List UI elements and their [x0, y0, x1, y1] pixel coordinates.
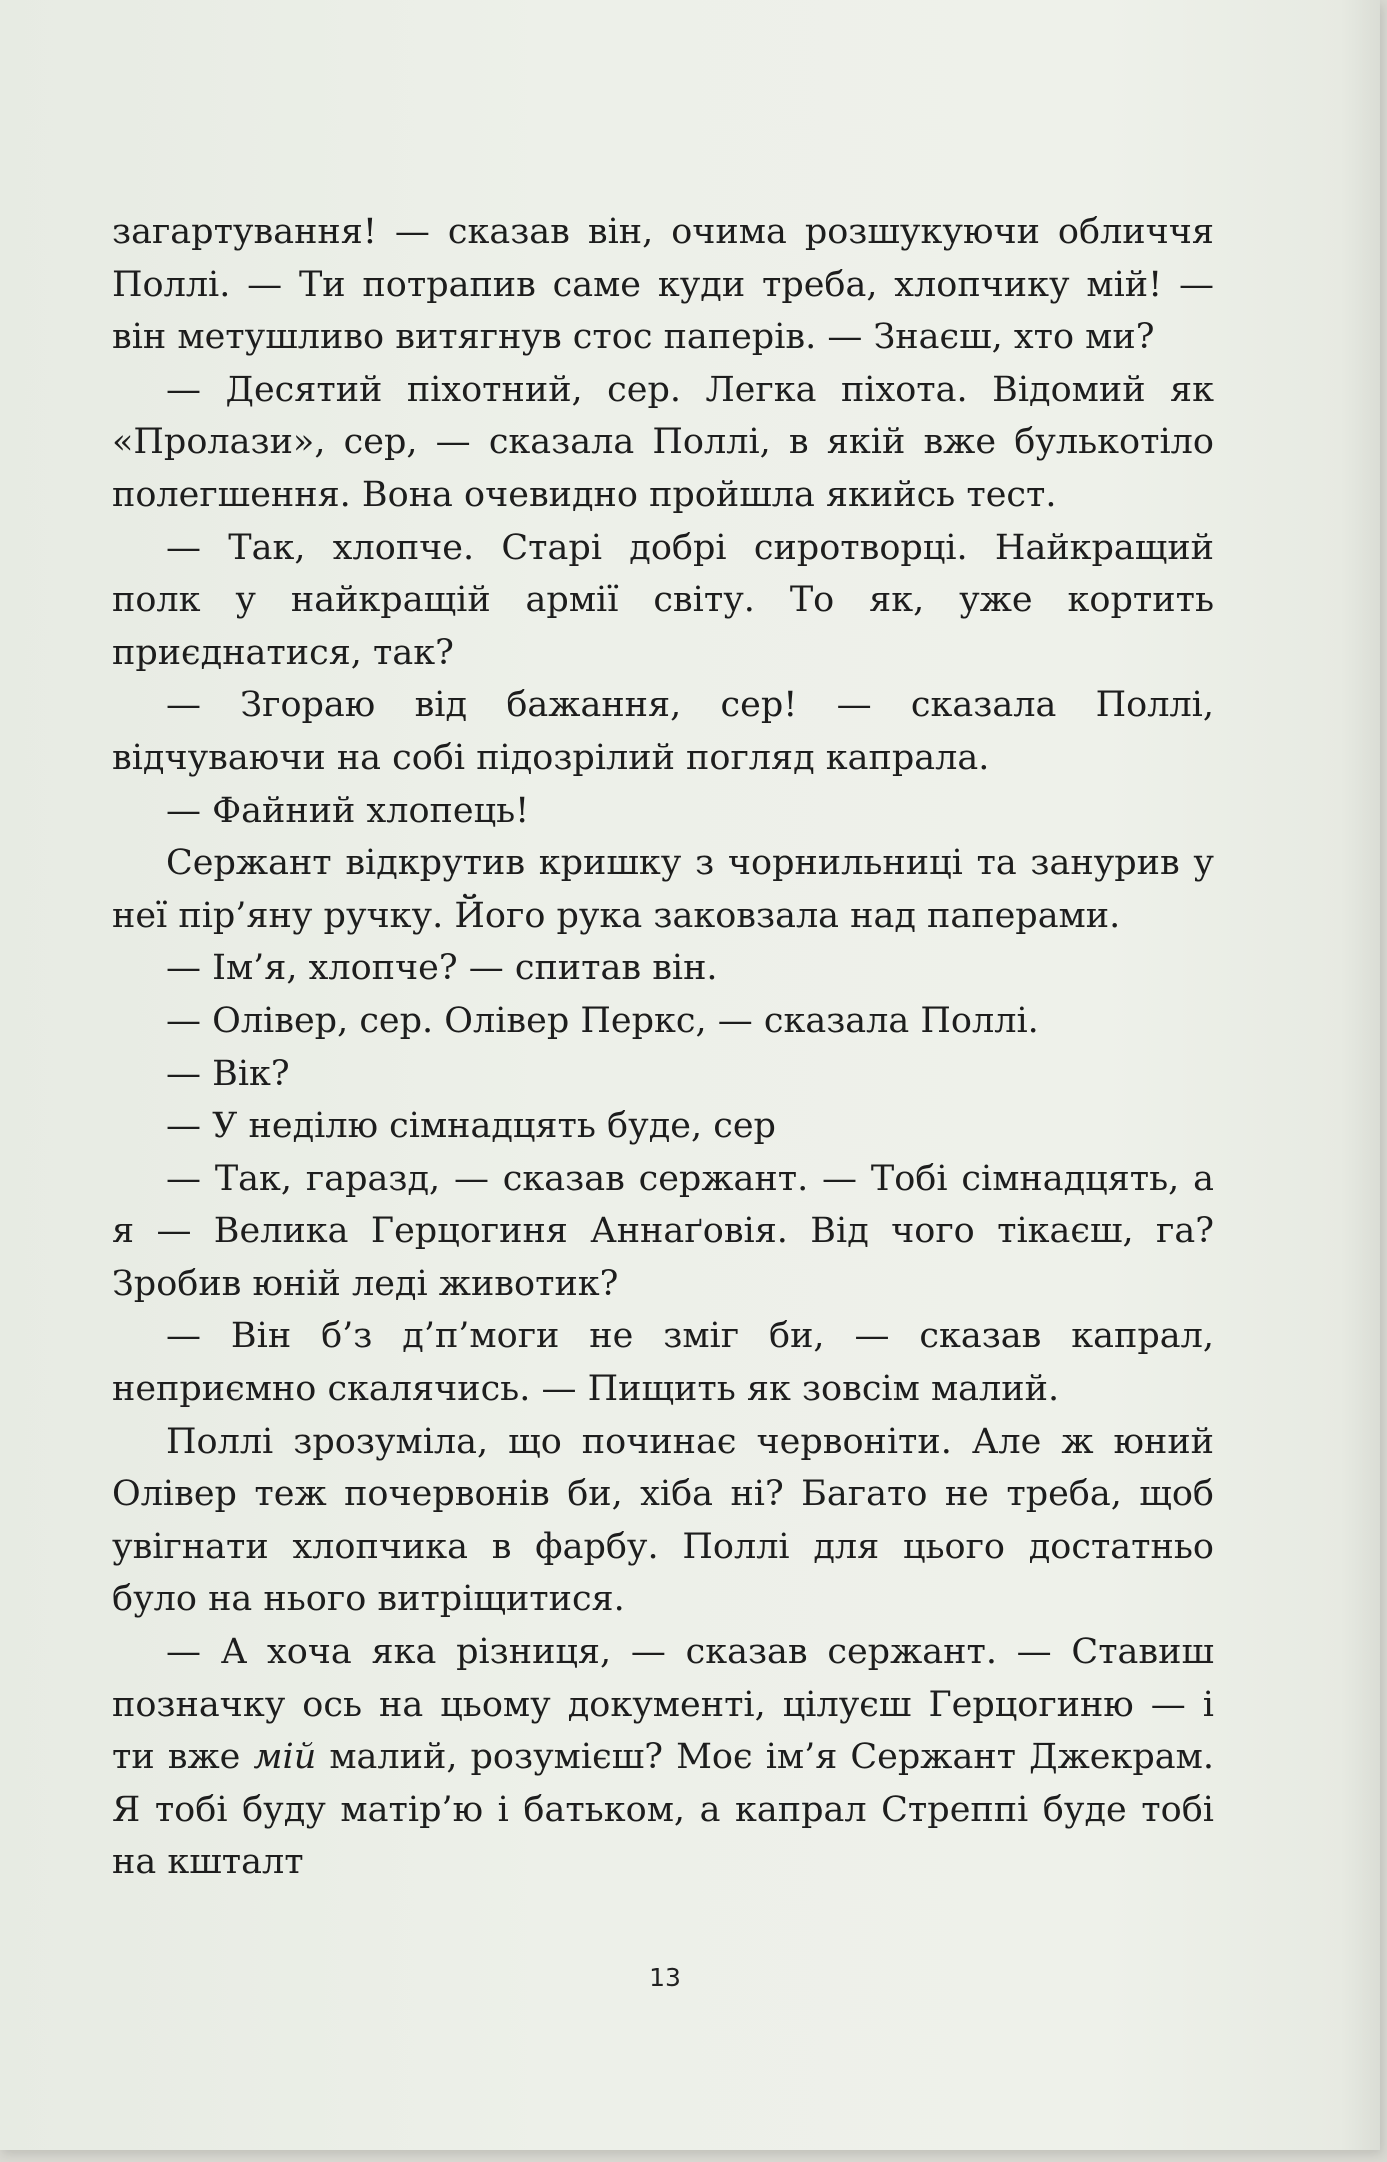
paragraph-3: — Так, хлопче. Старі добрі сиротворці. Найкращий полк у найкращій армії світу. То як, уже кортить приєднатися, так? — [112, 527, 1214, 673]
paragraph-1: загартування! — сказав він, очима розшукуючи обличчя Поллі. — Ти потрапив саме куди треба, хлопчику мій! — він метушливо витягнув стос паперів. — Знаєш, хто ми? — [112, 212, 1214, 358]
paragraph-5: — Файний хлопець! — [166, 790, 530, 831]
paragraph-9: — Вік? — [166, 1053, 290, 1094]
paragraph-11: — Так, гаразд, — сказав сержант. — Тобі сімнадцять, а я — Велика Герцогиня Аннаґовія. Від чого тікаєш, га? Зробив юній леді животик? — [112, 1158, 1214, 1304]
paragraph-14-end: малий, розумієш? Моє ім’я Сержант Джекрам. Я тобі буду матір’ю і батьком, а капрал Стреппі буде тобі на кшталт — [112, 1737, 1214, 1883]
paragraph-13: Поллі зрозуміла, що починає червоніти. Але ж юний Олівер теж почервонів би, хіба ні? Багато не треба, щоб увігнати хлопчика в фарбу. Поллі для цього достатньо було на нього витріщитися. — [112, 1421, 1214, 1620]
emphasized-word: мій — [253, 1737, 317, 1778]
paragraph-6: Сержант відкрутив кришку з чорнильниці та занурив у неї пір’яну ручку. Його рука заковзала над паперами. — [112, 843, 1214, 936]
body-text — [112, 206, 1214, 1889]
paragraph-8: — Олівер, сер. Олівер Перкс, — сказала Поллі. — [166, 1000, 1039, 1041]
paragraph-12: — Він б’з д’п’моги не зміг би, — сказав капрал, неприємно скалячись. — Пищить як зовсім малий. — [112, 1316, 1214, 1410]
page-edge-shadow — [1340, 0, 1380, 2150]
paragraph-10: — У неділю сімнадцять буде, сер — [166, 1106, 776, 1147]
paragraph-14 — [112, 1626, 1214, 1889]
paragraph-4: — Згораю від бажання, сер! — сказала Поллі, відчуваючи на собі підозрілий погляд капрала. — [112, 685, 1214, 778]
paragraph-14-start: — А хоча яка різниця, — сказав сержант. — Ставиш позначку ось на цьому документі, цілуєш Герцогиню — і ти вже — [112, 1632, 1214, 1778]
paragraph-7: — Ім’я, хлопче? — спитав він. — [166, 948, 718, 989]
paragraph-2: — Десятий піхотний, сер. Легка піхота. Відомий як «Пролази», сер, — сказала Поллі, в якій вже булькотіло полегшення. Вона очевидно пройшла якийсь тест. — [112, 369, 1214, 515]
page-number: 13 — [649, 1963, 681, 1992]
